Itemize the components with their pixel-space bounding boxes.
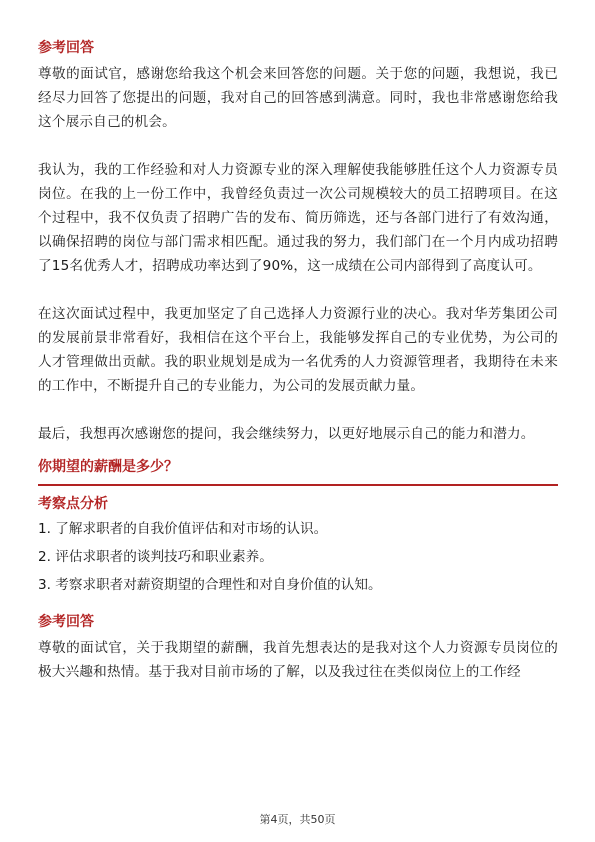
answer-heading-1: 参考回答 — [38, 40, 94, 56]
analysis-point-1: 1. 了解求职者的自我价值评估和对市场的认识。 — [38, 521, 328, 537]
spacer — [38, 602, 558, 612]
answer-paragraph-3: 在这次面试过程中，我更加坚定了自己选择人力资源行业的决心。我对华芳集团公司的发展前景非常看好，我相信在这个平台上，我能够发挥自己的专业优势，为公司的人才管理做出贡献。我的职业规划是成为一名优秀的人力资源管理者，我期待在未来的工作中，不断提升自己的专业能力，为公司的发展贡献力量。 — [38, 306, 558, 394]
answer-paragraph-1: 尊敬的面试官，感谢您给我这个机会来回答您的问题。关于您的问题，我想说，我已经尽力回答了您提出的问题，我对自己的回答感到满意。同时，我也非常感谢您给我这个展示自己的机会。 — [38, 66, 558, 130]
answer-paragraph-4: 最后，我想再次感谢您的提问，我会继续努力，以更好地展示自己的能力和潜力。 — [38, 426, 535, 442]
analysis-point-3: 3. 考察求职者对薪资期望的合理性和对自身价值的认知。 — [38, 577, 382, 593]
answer-paragraph-2: 我认为，我的工作经验和对人力资源专业的深入理解使我能够胜任这个人力资源专员岗位。在我的上一份工作中，我曾经负责过一次公司规模较大的员工招聘项目。在这个过程中，我不仅负责了招聘广告的发布、简历筛选，还与各部门进行了有效沟通，以确保招聘的岗位与部门需求相匹配。通过我的努力，我们部门在一个月内成功招聘了15名优秀人才，招聘成功率达到了90%，这一成绩在公司内部得到了高度认可。 — [38, 162, 558, 274]
page-content — [38, 38, 558, 684]
analysis-heading: 考察点分析 — [38, 496, 108, 512]
analysis-point-2: 2. 评估求职者的谈判技巧和职业素养。 — [38, 549, 273, 565]
question-divider — [38, 484, 558, 486]
answer-paragraph-5: 尊敬的面试官，关于我期望的薪酬，我首先想表达的是我对这个人力资源专员岗位的极大兴趣和热情。基于我对目前市场的了解，以及我过往在类似岗位上的工作经 — [38, 640, 558, 680]
question-title: 你期望的薪酬是多少？ — [38, 459, 178, 475]
page-number: 第4页，共50页 — [259, 813, 336, 826]
answer-heading-2: 参考回答 — [38, 614, 94, 630]
